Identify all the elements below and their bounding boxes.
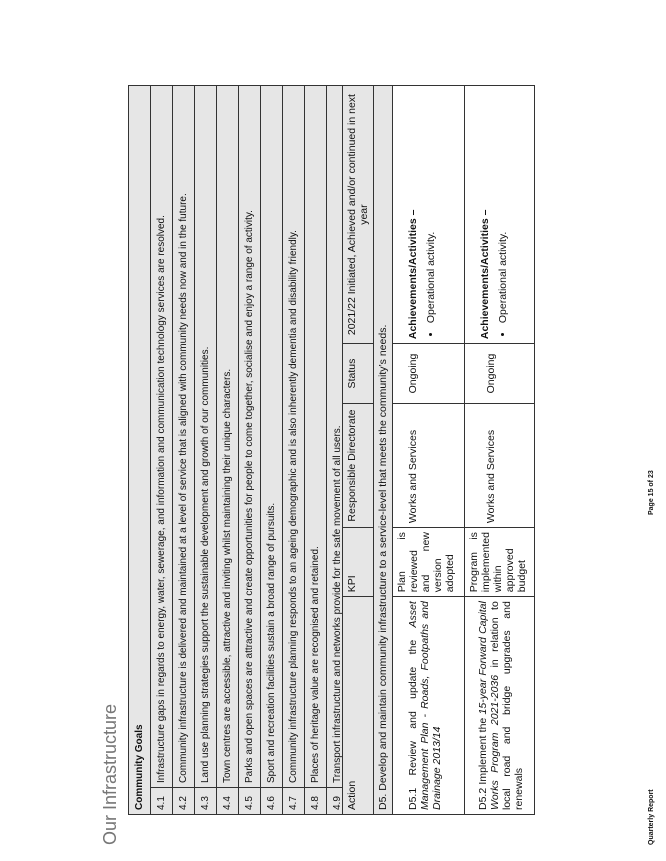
community-goals-title: Community Goals	[129, 86, 151, 815]
achievements-title: Achievements/Activities –	[479, 209, 491, 340]
achievements-title: Achievements/Activities –	[407, 209, 419, 340]
goal-number: 4.4	[217, 788, 239, 815]
goal-number: 4.3	[195, 788, 217, 815]
goal-text: Places of heritage value are recognised and retained.	[305, 86, 327, 788]
responsible-cell: Works and Services	[465, 403, 535, 527]
goal-row	[283, 86, 305, 815]
goal-text: Sport and recreation facilities sustain a broad range of pursuits.	[261, 86, 283, 788]
section-row	[374, 86, 393, 815]
community-goals-table	[128, 85, 349, 815]
goal-text: Community infrastructure planning responds to an ageing demographic and is also inherently dementia and disability friendly.	[283, 86, 305, 788]
goal-row	[151, 86, 173, 815]
responsible-header: Responsible Directorate	[343, 403, 374, 527]
goal-text: Land use planning strategies support the sustainable development and growth of our communities.	[195, 86, 217, 788]
goal-row	[239, 86, 261, 815]
goal-number: 4.2	[173, 788, 195, 815]
actions-table	[342, 85, 535, 815]
footer-page-number: Page 15 of 23	[648, 470, 655, 515]
rotated-page	[100, 85, 660, 845]
goal-number: 4.6	[261, 788, 283, 815]
goal-row	[217, 86, 239, 815]
goal-number: 4.8	[305, 788, 327, 815]
actions-header-row	[343, 86, 374, 815]
achievement-bullet: • Operational activity.	[497, 90, 509, 323]
goal-text: Infrastructure gaps in regards to energy, water, sewerage, and information and communication technology services are resolved.	[151, 86, 173, 788]
achievements-cell	[393, 86, 465, 344]
goal-row	[305, 86, 327, 815]
action-header: Action	[343, 597, 374, 815]
goal-number: 4.5	[239, 788, 261, 815]
section-title: D5. Develop and maintain community infrastructure to a service-level that meets the community’s needs.	[374, 86, 393, 815]
action-italic-text: 15-year Forward Capital Works Program 2021-2036	[477, 601, 501, 810]
goal-number: 4.7	[283, 788, 305, 815]
action-italic-text: Asset Management Plan - Roads, Footpaths and Drainage 2013/14	[407, 601, 443, 810]
action-cell	[465, 597, 535, 815]
goal-number: 4.9	[327, 788, 349, 815]
status-cell: Ongoing	[465, 344, 535, 404]
goal-text: Community infrastructure is delivered and maintained at a level of service that is aligned with community needs now and in the future.	[173, 86, 195, 788]
goal-text: Town centres are accessible, attractive and inviting whilst maintaining their unique characters.	[217, 86, 239, 788]
achievement-bullet: • Operational activity.	[425, 90, 437, 323]
achievements-cell	[465, 86, 535, 344]
page-heading: Our Infrastructure	[100, 703, 120, 845]
goal-row	[195, 86, 217, 815]
responsible-cell: Works and Services	[393, 403, 465, 527]
kpi-header: KPI	[343, 528, 374, 597]
kpi-cell: Plan is reviewed and new version adopted	[393, 528, 465, 597]
goal-row	[261, 86, 283, 815]
footer-report-label: Quarterly Report	[648, 789, 655, 845]
achieved-header: 2021/22 Initiated, Achieved and/or continued in next year	[343, 86, 374, 344]
table-row	[393, 86, 465, 815]
action-text: D5.2 Implement the	[477, 714, 489, 810]
kpi-cell: Program is implemented within approved budget	[465, 528, 535, 597]
goal-text: Parks and open spaces are attractive and create opportunities for people to come together, socialise and enjoy a range of activity.	[239, 86, 261, 788]
action-text: D5.1 Review and update the	[407, 627, 419, 810]
goal-number: 4.1	[151, 788, 173, 815]
goal-text: Transport infrastructure and networks provide for the safe movement of all users.	[327, 86, 349, 788]
status-cell: Ongoing	[393, 344, 465, 404]
action-suffix-text: in relation to local road and bridge upgrades and renewals	[489, 601, 525, 810]
status-header: Status	[343, 344, 374, 404]
goal-row	[173, 86, 195, 815]
action-cell	[393, 597, 465, 815]
table-row	[465, 86, 535, 815]
